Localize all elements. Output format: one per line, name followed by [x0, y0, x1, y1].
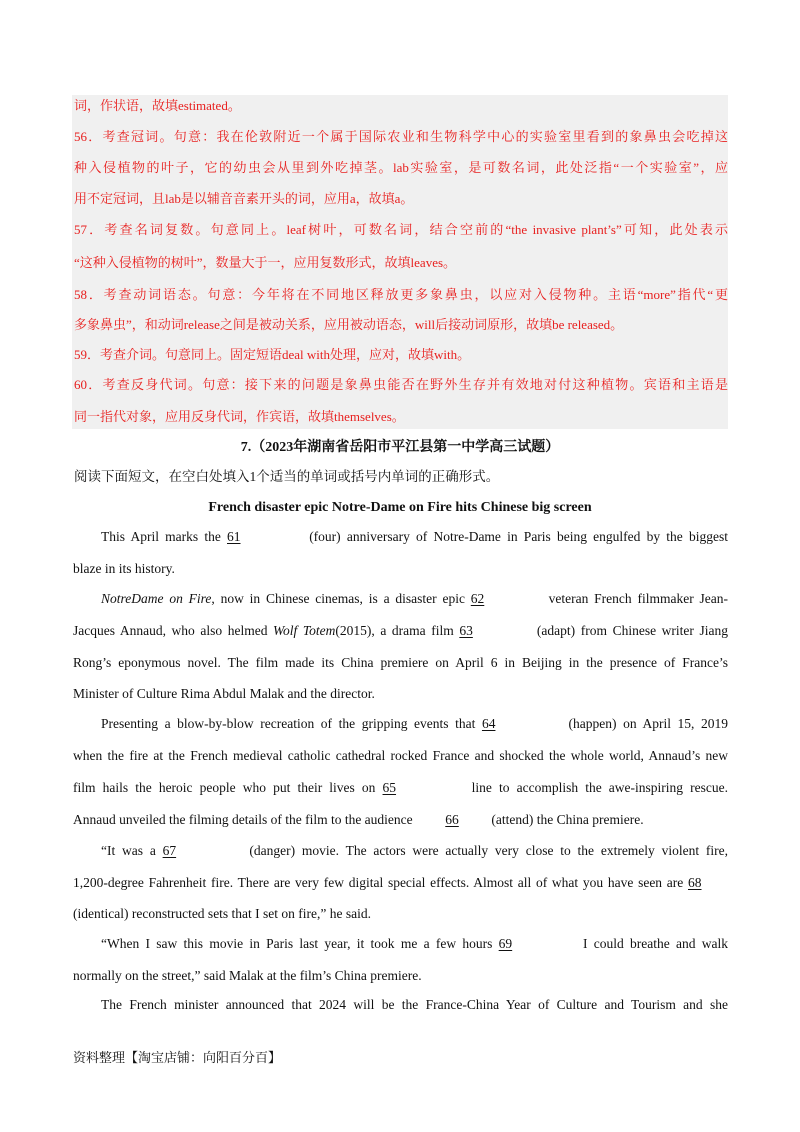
text: line to accomplish the awe-inspiring rescue.	[464, 780, 728, 795]
text: veteran French filmmaker Jean-	[542, 591, 729, 606]
answer-line: 56．考查冠词。句意：我在伦敦附近一个属于国际农业和生物科学中心的实验室里看到的象鼻虫会吃掉这	[74, 129, 728, 144]
text: Presenting a blow-by-blow recreation of the gripping events that	[101, 716, 482, 731]
answer-line: 59．考查介词。句意同上。固定短语deal with处理，应对，故填with。	[74, 347, 471, 362]
text: This April marks the	[101, 529, 227, 544]
blank-68[interactable]: 68	[688, 875, 702, 890]
blank-65[interactable]: 65	[382, 780, 397, 795]
answer-line: 同一指代对象，应用反身代词，作宾语，故填themselves。	[74, 409, 405, 424]
answer-line: 用不定冠词，且lab是以辅音音素开头的词，应用a，故填a。	[74, 191, 414, 206]
text: (danger) movie. The actors were actually very close to the extremely violent fire,	[242, 843, 728, 858]
paragraph-line: when the fire at the French medieval catholic cathedral rocked France and shocked the whole world, Annaud’s new	[73, 748, 728, 763]
answer-line: 多象鼻虫”，和动词release之间是被动关系，应用被动语态，will后接动词原形，故填be released。	[74, 317, 624, 332]
answer-line: 57．考查名词复数。句意同上。leaf树叶，可数名词，结合空前的“the invasive plant’s”可知，此处表示	[74, 222, 729, 237]
paragraph-line	[101, 842, 728, 860]
text: Annaud unveiled the filming details of the film to the audience	[73, 812, 417, 827]
paragraph-line	[101, 715, 728, 733]
footer-source: 资料整理【淘宝店铺：向阳百分百】	[73, 1050, 282, 1065]
text: (attend) the China premiere.	[488, 812, 644, 827]
instruction: 阅读下面短文，在空白处填入1个适当的单词或括号内单词的正确形式。	[74, 469, 500, 484]
text: (2015), a drama film	[335, 623, 460, 638]
paragraph-line: The French minister announced that 2024 will be the France-China Year of Culture and Tourism and she	[101, 997, 728, 1012]
blank-61[interactable]: 61	[227, 529, 241, 544]
answer-line: 词，作状语，故填estimated。	[74, 98, 241, 113]
text: (four) anniversary of Notre-Dame in Paris being engulfed by the biggest	[303, 529, 728, 544]
answer-line: 种入侵植物的叶子，它的幼虫会从里到外吃掉茎。lab实验室，是可数名词，此处泛指“一个实验室”，应	[74, 160, 728, 175]
paragraph-line: Rong’s eponymous novel. The film made its China premiere on April 6 in Beijing in the presence of France’s	[73, 655, 728, 670]
answer-line: “这种入侵植物的树叶”，数量大于一，应用复数形式，故填leaves。	[74, 255, 457, 270]
text: , now in Chinese cinemas, is a disaster epic	[211, 591, 471, 606]
paragraph-line	[73, 779, 728, 797]
paragraph-line	[73, 622, 728, 640]
text: I could breathe and walk	[576, 936, 729, 951]
paragraph-line: Minister of Culture Rima Abdul Malak and the director.	[73, 686, 375, 701]
text: film hails the heroic people who put their lives on	[73, 780, 383, 795]
paragraph-line	[101, 590, 728, 608]
answer-line: 60．考查反身代词。句意：接下来的问题是象鼻虫能否在野外生存并有效地对付这种植物。宾语和主语是	[74, 377, 728, 392]
section-heading: 7.（2023年湖南省岳阳市平江县第一中学高三试题）	[240, 440, 560, 455]
text: “It was a	[101, 843, 163, 858]
article-title: French disaster epic Notre-Dame on Fire hits Chinese big screen	[208, 500, 592, 515]
text: 1,200-degree Fahrenheit fire. There are very few digital special effects. Almost all of what you have seen are	[73, 875, 688, 890]
blank-69[interactable]: 69	[498, 936, 513, 951]
text: Jacques Annaud, who also helmed	[73, 623, 274, 638]
answer-line: 58．考查动词语态。句意：今年将在不同地区释放更多象鼻虫，以应对入侵物种。主语“more”指代“更	[74, 287, 728, 302]
text: (happen) on April 15, 2019	[561, 716, 728, 731]
blank-66[interactable]: 66	[445, 812, 459, 827]
text: “When I saw this movie in Paris last year, it took me a few hours	[101, 936, 499, 951]
blank-63[interactable]: 63	[459, 623, 473, 638]
paragraph-line	[101, 935, 728, 953]
paragraph-line: (identical) reconstructed sets that I set on fire,” he said.	[73, 906, 372, 921]
film-title: NotreDame on Fire	[101, 591, 212, 606]
film-title: Wolf Totem	[273, 623, 336, 638]
paragraph-line	[73, 811, 728, 829]
blank-67[interactable]: 67	[162, 843, 177, 858]
paragraph-line: blaze in its history.	[73, 561, 175, 576]
text: (adapt) from Chinese writer Jiang	[531, 623, 728, 638]
blank-64[interactable]: 64	[481, 716, 496, 731]
paragraph-line	[73, 874, 728, 892]
paragraph-line	[101, 528, 728, 546]
blank-62[interactable]: 62	[470, 591, 485, 606]
paragraph-line: normally on the street,” said Malak at the film’s China premiere.	[73, 968, 422, 983]
